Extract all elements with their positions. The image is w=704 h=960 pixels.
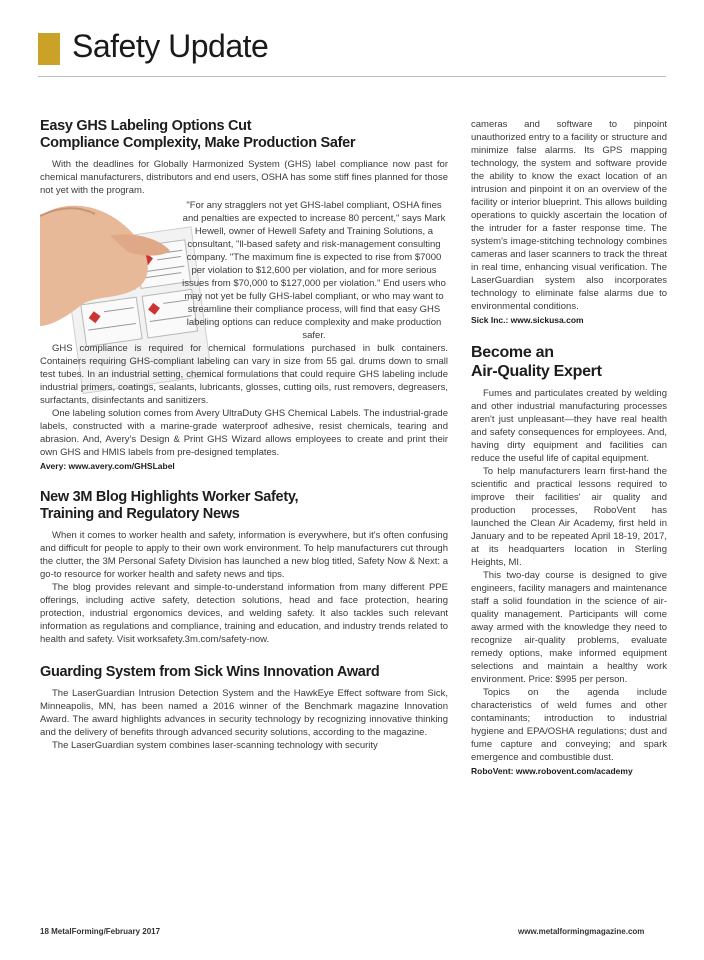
air-paragraph-1: Fumes and particulates created by welding and other industrial manufacturing processes aren't just unpleasant—they have real health and safety consequences for employees. And, having dirty equipment and facilities can reduce the useful life of capital equipment. (471, 388, 667, 464)
3m-paragraph-2: The blog provides relevant and simple-to-understand information from many different PPE offerings, including active safety, detection solutions, head and face protection, hearing protection, industrial ergonomics devices, and welding safety. It also tackles such relevant information as regulations and compliance, training and education, and industry trends related to health and safety. Visit worksafety.3m.com/safety-now. (40, 582, 448, 645)
article-title-3m-line1: New 3M Blog Highlights Worker Safety, (40, 489, 299, 505)
air-paragraph-4: Topics on the agenda include characteristics of weld fumes and other contaminants; introduction to industrial hygiene and EPA/OSHA regulations; dust and fume capture and conveying; and spark emergence and combustible dust. (471, 687, 667, 763)
sick-paragraph-1: The LaserGuardian Intrusion Detection System and the HawkEye Effect software from Sick, Minneapolis, MN, has been named a 2016 winner of the Benchmark magazine Innovation Award. The award highlights advances in security technology by recognizing innovative thinking and the delivery of benefits through advanced security solutions, according to the magazine. (40, 688, 448, 738)
robovent-source-link[interactable]: RoboVent: www.robovent.com/academy (471, 766, 633, 776)
header-divider (38, 76, 666, 77)
sick-source-link[interactable]: Sick Inc.: www.sickusa.com (471, 315, 584, 325)
ghs-paragraph-2: "For any stragglers not yet GHS-label compliant, OSHA fines and penalties are expected to increase 80 percent," says Mark Hewell, owner of Hewell Safety and Training Solutions, a consultant, "ll-based safety and risk-management consulting company. "The maximum fine is expected to rise from $7000 per violation to $12,600 per violation, and for more serious issues from $70,000 to $127,000 per violation." End users who may not yet be fully GHS-label compliant, or who may want to streamline their compliance process, will find that easy GHS labeling options can reduce complexity and make production safer. (182, 200, 446, 341)
article-title-sick: Guarding System from Sick Wins Innovation Award (40, 664, 380, 680)
3m-paragraph-1: When it comes to worker health and safety, information is everywhere, but it's often confusing and difficult for people to apply to their own work environment. To help manufacturers cut through the clutter, the 3M Personal Safety Division has launched a new blog titled, Safety Now & Next: a go-to resource for worker health and safety news and tips. (40, 530, 448, 580)
ghs-paragraph-4: One labeling solution comes from Avery UltraDuty GHS Chemical Labels. The industrial-grade labels, constructed with a marine-grade waterproof adhesive, resist chemicals, tearing and abrasion. And, Avery's Design & Print GHS Wizard allows employees to create and print their own GHS and HMIS labels from pre-designed templates. (40, 408, 448, 458)
footer-page-info: 18 MetalForming/February 2017 (40, 927, 161, 936)
left-column (40, 118, 448, 752)
article-title-ghs-line2: Compliance Complexity, Make Production Safer (40, 135, 356, 151)
article-title-3m-line2: Training and Regulatory News (40, 506, 240, 522)
ghs-paragraph-3: GHS compliance is required for chemical formulations purchased in bulk containers. Containers requiring GHS-compliant labeling can vary in size from 55 gal. drums down to small test tubes. In an industrial setting, chemical formulations that could require GHS labeling include industrial primers, coatings, sealants, lubricants, glosses, cutting oils, rust removers, degreasers, surfactants, disinfectants and sanitizers. (40, 343, 448, 406)
section-title: Safety Update (72, 28, 269, 64)
article-title-ghs-line1: Easy GHS Labeling Options Cut (40, 118, 252, 134)
article-title-air-quality-line1: Become an (471, 344, 554, 361)
sick-continued-paragraph: cameras and software to pinpoint unauthorized entry to a facility or structure and minimize false alarms. Its GPS mapping technology, the system and software provide the ability to know the exact location of an intrusion and pinpoint it on an overview of the facility or interior blueprint. This allows building operations to quickly ascertain the location of the intruder for a faster response time. The system's image-stitching technology combines cameras and laser scanners to track the threat in real time, enhancing visual verification. The LaserGuardian system also incorporates technology to eliminate false alarms due to environmental conditions. (471, 119, 667, 312)
article-title-3m (40, 489, 448, 523)
section-accent-bar (38, 33, 60, 65)
ghs-paragraph-1: With the deadlines for Globally Harmonized System (GHS) label compliance now past for chemical manufacturers, distributors and end users, OSHA has some stiff fines planned for those not yet with the program. (40, 159, 448, 196)
article-title-air-quality (471, 343, 667, 381)
ghs-source-link[interactable]: Avery: www.avery.com/GHSLabel (40, 461, 175, 471)
air-paragraph-3: This two-day course is designed to give engineers, facility managers and maintenance staff a solid foundation in the science of air-quality management. Participants will come away armed with the knowledge they need to recognize air-quality problems, evaluate remedy options, make informed equipment selections and maintain a healthy work environment. Price: $995 per person. (471, 570, 667, 685)
air-paragraph-2: To help manufacturers learn first-hand the scientific and practical lessons required to improve their facilities' air quality and production processes, RoboVent has launched the Clean Air Academy, first held in January and to be repeated April 18-19, 2017, at its headquarters location in Sterling Heights, MI. (471, 466, 667, 568)
footer-website-link[interactable]: www.metalformingmagazine.com (518, 927, 645, 936)
right-column (471, 118, 667, 776)
article-title-ghs (40, 118, 448, 152)
article-title-air-quality-line2: Air-Quality Expert (471, 363, 602, 380)
sick-paragraph-2: The LaserGuardian system combines laser-scanning technology with security (52, 740, 378, 751)
